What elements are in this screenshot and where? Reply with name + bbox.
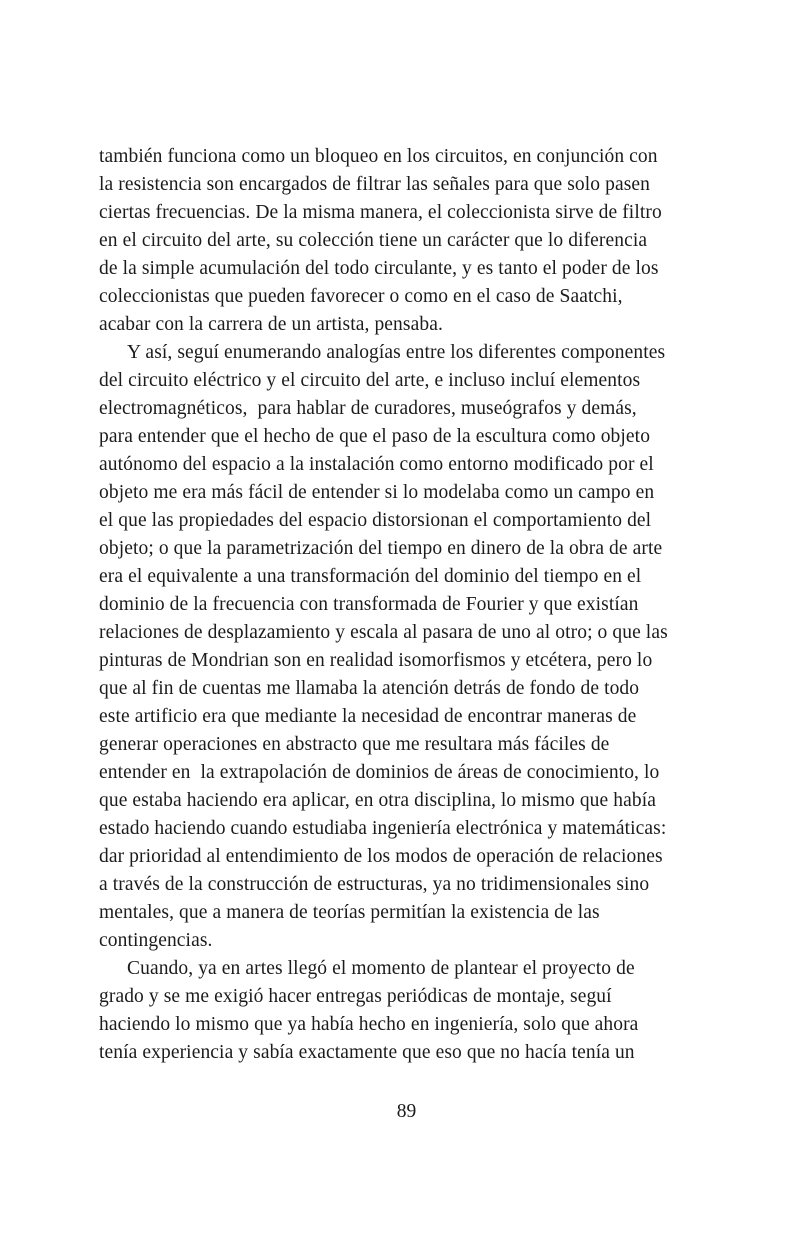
text-line: la resistencia son encargados de filtrar las señales para que solo pasen [99, 174, 651, 195]
text-line: para entender que el hecho de que el paso de la escultura como objeto [99, 426, 651, 447]
body-text [99, 143, 739, 1067]
text-line: pinturas de Mondrian son en realidad isomorfismos y etcétera, pero lo [99, 650, 653, 671]
text-line: en el circuito del arte, su colección tiene un carácter que lo diferencia [99, 230, 648, 251]
text-line: haciendo lo mismo que ya había hecho en ingeniería, solo que ahora [99, 1014, 639, 1035]
text-line: era el equivalente a una transformación del dominio del tiempo en el [99, 566, 642, 587]
text-line: este artificio era que mediante la necesidad de encontrar maneras de [99, 706, 637, 727]
text-line: autónomo del espacio a la instalación como entorno modificado por el [99, 454, 654, 475]
text-line: que estaba haciendo era aplicar, en otra disciplina, lo mismo que había [99, 790, 656, 811]
text-line: del circuito eléctrico y el circuito del arte, e incluso incluí elementos [99, 370, 641, 391]
text-line: grado y se me exigió hacer entregas periódicas de montaje, seguí [99, 986, 612, 1007]
text-line: entender en la extrapolación de dominios de áreas de conocimiento, lo [99, 762, 660, 783]
text-line: que al fin de cuentas me llamaba la atención detrás de fondo de todo [99, 678, 640, 699]
text-line: electromagnéticos, para hablar de curadores, museógrafos y demás, [99, 398, 637, 419]
text-line: el que las propiedades del espacio distorsionan el comportamiento del [99, 510, 652, 531]
text-line: objeto me era más fácil de entender si lo modelaba como un campo en [99, 482, 655, 503]
text-line: también funciona como un bloqueo en los circuitos, en conjunción con [99, 146, 658, 167]
text-line: generar operaciones en abstracto que me resultara más fáciles de [99, 734, 610, 755]
text-line: estado haciendo cuando estudiaba ingeniería electrónica y matemáticas: [99, 818, 667, 839]
text-line: Cuando, ya en artes llegó el momento de plantear el proyecto de [127, 958, 635, 979]
page-number: 89 [396, 1101, 417, 1122]
text-line: dar prioridad al entendimiento de los modos de operación de relaciones [99, 846, 663, 867]
text-line: a través de la construcción de estructuras, ya no tridimensionales sino [99, 874, 650, 895]
text-line: acabar con la carrera de un artista, pensaba. [99, 314, 443, 335]
text-line: tenía experiencia y sabía exactamente que eso que no hacía tenía un [99, 1042, 635, 1063]
text-line: contingencias. [99, 930, 213, 951]
text-line: objeto; o que la parametrización del tiempo en dinero de la obra de arte [99, 538, 663, 559]
text-line: relaciones de desplazamiento y escala al pasara de uno al otro; o que las [99, 622, 668, 643]
text-line: mentales, que a manera de teorías permitían la existencia de las [99, 902, 600, 923]
text-line: dominio de la frecuencia con transformada de Fourier y que existían [99, 594, 639, 615]
text-line: ciertas frecuencias. De la misma manera, el coleccionista sirve de filtro [99, 202, 662, 223]
text-line: Y así, seguí enumerando analogías entre los diferentes componentes [127, 342, 666, 363]
text-line: coleccionistas que pueden favorecer o como en el caso de Saatchi, [99, 286, 623, 307]
text-line: de la simple acumulación del todo circulante, y es tanto el poder de los [99, 258, 659, 279]
